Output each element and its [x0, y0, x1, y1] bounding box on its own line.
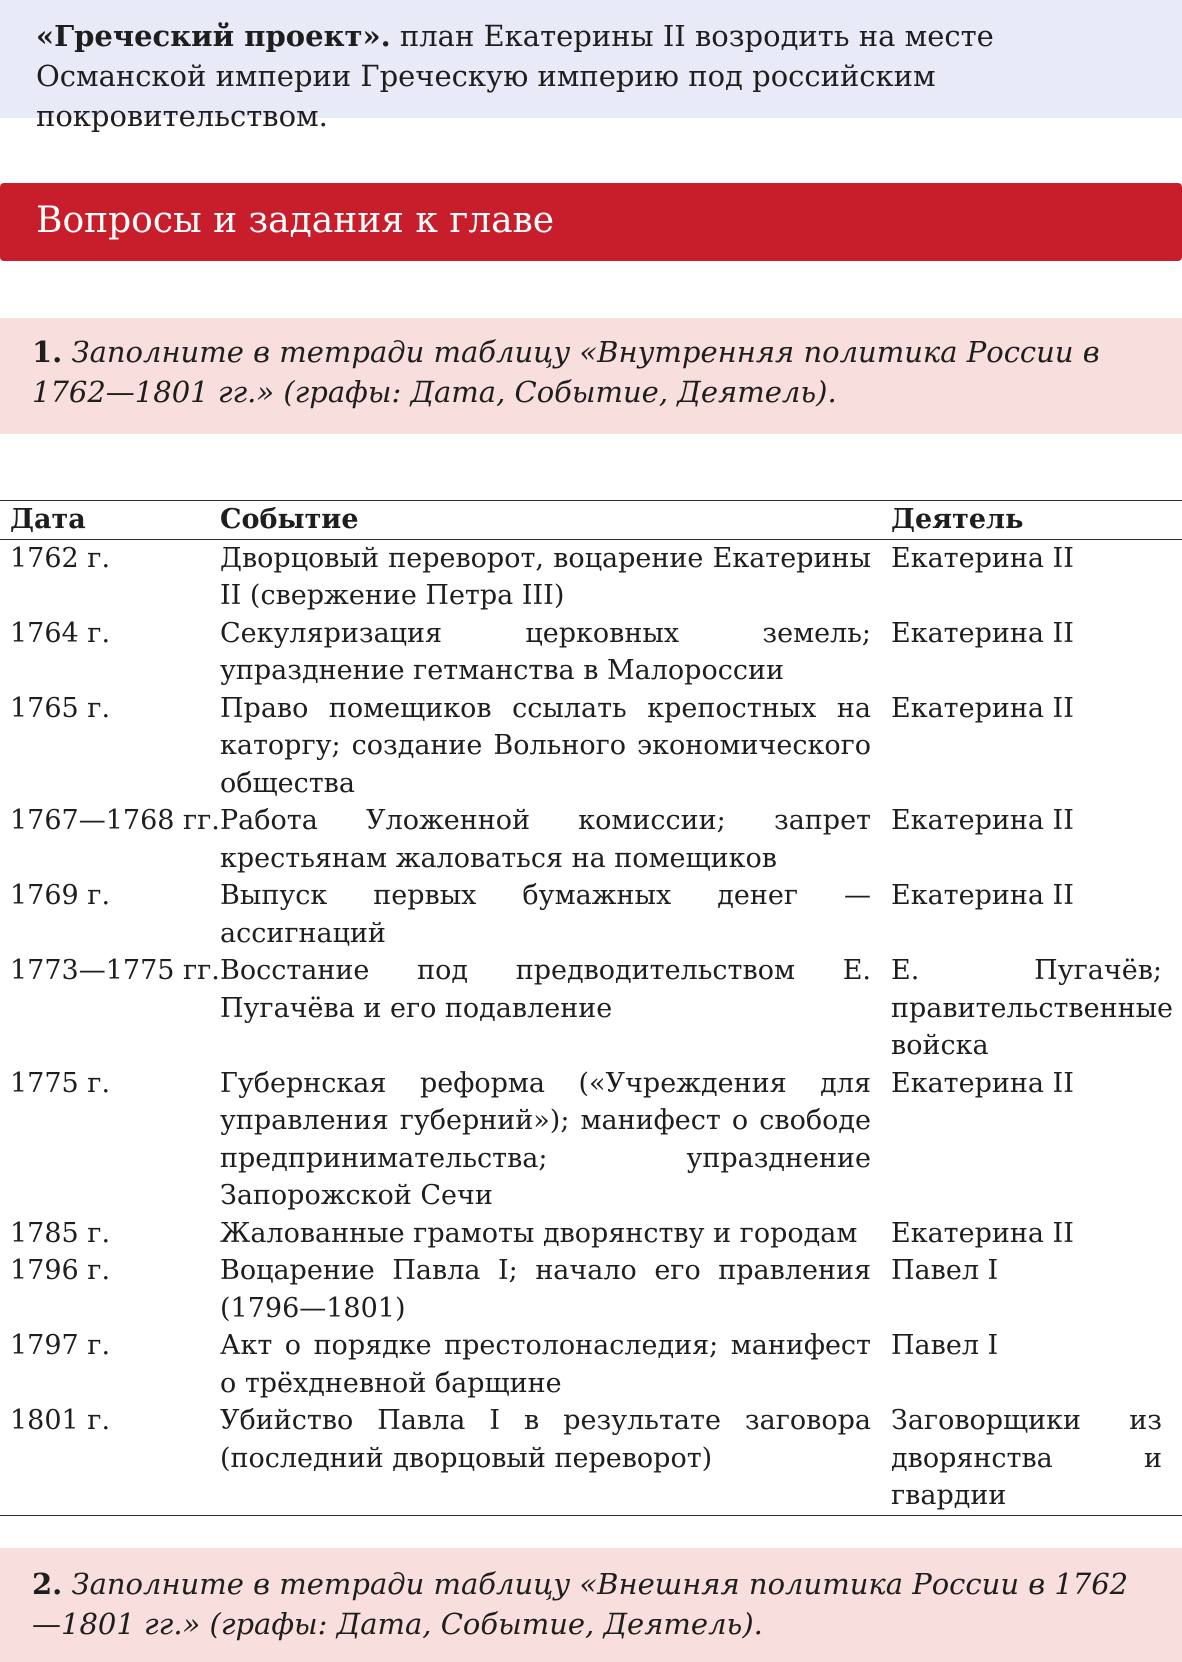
- cell-event: Выпуск первых бумажных денег — ассигнаций: [220, 880, 871, 949]
- chapter-questions-title: Вопросы и задания к главе: [36, 200, 555, 241]
- cell-actor: Екатерина II: [891, 542, 1074, 574]
- table-header: [0, 501, 1182, 540]
- cell-actor: Екатерина II: [891, 1067, 1074, 1099]
- table-row: [0, 615, 1182, 690]
- task-1-box: [0, 318, 1182, 434]
- task-1-instruction: Заполните в тетради таблицу «Внутренняя политика России в 1762—1801 гг.» (графы: Дата, Событие, Деятель).: [32, 335, 1100, 409]
- task-2-number: 2.: [32, 1567, 63, 1601]
- cell-date: 1764 г.: [10, 617, 111, 649]
- task-2-box: [0, 1548, 1182, 1662]
- chapter-questions-banner: [0, 183, 1182, 261]
- table-row: [0, 1065, 1182, 1215]
- table-row: [0, 952, 1182, 1065]
- cell-event: Восстание под предводительством Е. Пугачёва и его подавление: [220, 955, 871, 1024]
- cell-actor: Заговорщики из дворянства и гвардии: [891, 1405, 1162, 1511]
- cell-date: 1785 г.: [10, 1217, 111, 1249]
- header-date: Дата: [10, 504, 86, 535]
- cell-date: 1796 г.: [10, 1255, 111, 1286]
- task-1-number: 1.: [32, 335, 63, 369]
- cell-date: 1773—1775 гг.: [10, 955, 220, 986]
- cell-event: Дворцовый переворот, воцарение Екатерины II (свержение Петра III): [220, 542, 871, 611]
- cell-date: 1775 г.: [10, 1067, 111, 1099]
- cell-actor: Екатерина II: [891, 880, 1074, 911]
- task-2-instruction: Заполните в тетради таблицу «Внешняя политика России в 1762—1801 гг.» (графы: Дата, Событие, Деятель).: [32, 1567, 1129, 1641]
- table-row: [0, 690, 1182, 803]
- header-actor: Деятель: [891, 504, 1024, 535]
- cell-date: 1801 г.: [10, 1405, 111, 1436]
- cell-event: Губернская реформа («Учреждения для управления губерний»); манифест о свободе предпринимательства; упразднение Запорожской Сечи: [220, 1067, 871, 1211]
- table-row: [0, 540, 1182, 615]
- header-event: Событие: [220, 504, 359, 535]
- cell-date: 1767—1768 гг.: [10, 805, 220, 836]
- cell-actor: Екатерина II: [891, 1217, 1074, 1249]
- cell-event: Убийство Павла I в результате заговора (последний дворцовый переворот): [220, 1405, 871, 1474]
- term-name: «Греческий проект».: [36, 19, 391, 53]
- task-1-text: [32, 332, 1152, 412]
- cell-actor: Екатерина II: [891, 617, 1074, 649]
- cell-date: 1797 г.: [10, 1330, 111, 1361]
- table-row: [0, 1327, 1182, 1402]
- cell-actor: Павел I: [891, 1255, 999, 1286]
- table-row: [0, 802, 1182, 877]
- cell-actor: Екатерина II: [891, 692, 1074, 724]
- term-definition-box: [0, 0, 1182, 133]
- task-2-text: [32, 1564, 1152, 1644]
- term-definition-text: план Екатерины II возродить на месте Османской империи Греческую империю под российским покровительством.: [36, 19, 994, 133]
- cell-actor: Е. Пугачёв; правительственные войска: [891, 955, 1174, 1061]
- cell-date: 1769 г.: [10, 880, 111, 911]
- table-row: [0, 1252, 1182, 1327]
- table-row: [0, 1215, 1182, 1253]
- cell-event: Право помещиков ссылать крепостных на каторгу; создание Вольного экономического общества: [220, 692, 871, 799]
- cell-event: Воцарение Павла I; начало его правления (1796—1801): [220, 1255, 871, 1324]
- table-row: [0, 877, 1182, 952]
- cell-actor: Екатерина II: [891, 805, 1074, 836]
- table-row: [0, 1402, 1182, 1515]
- cell-actor: Павел I: [891, 1330, 999, 1361]
- term-definition: [36, 16, 1156, 136]
- cell-event: Секуляризация церковных земель; упразднение гетманства в Малороссии: [220, 617, 871, 686]
- cell-event: Жалованные грамоты дворянству и городам: [220, 1217, 858, 1249]
- cell-date: 1765 г.: [10, 692, 111, 724]
- cell-event: Работа Уложенной комиссии; запрет крестьянам жаловаться на помещиков: [220, 805, 871, 874]
- cell-date: 1762 г.: [10, 542, 111, 574]
- domestic-policy-table: [0, 500, 1182, 1516]
- cell-event: Акт о порядке престолонаследия; манифест о трёхдневной барщине: [220, 1330, 871, 1399]
